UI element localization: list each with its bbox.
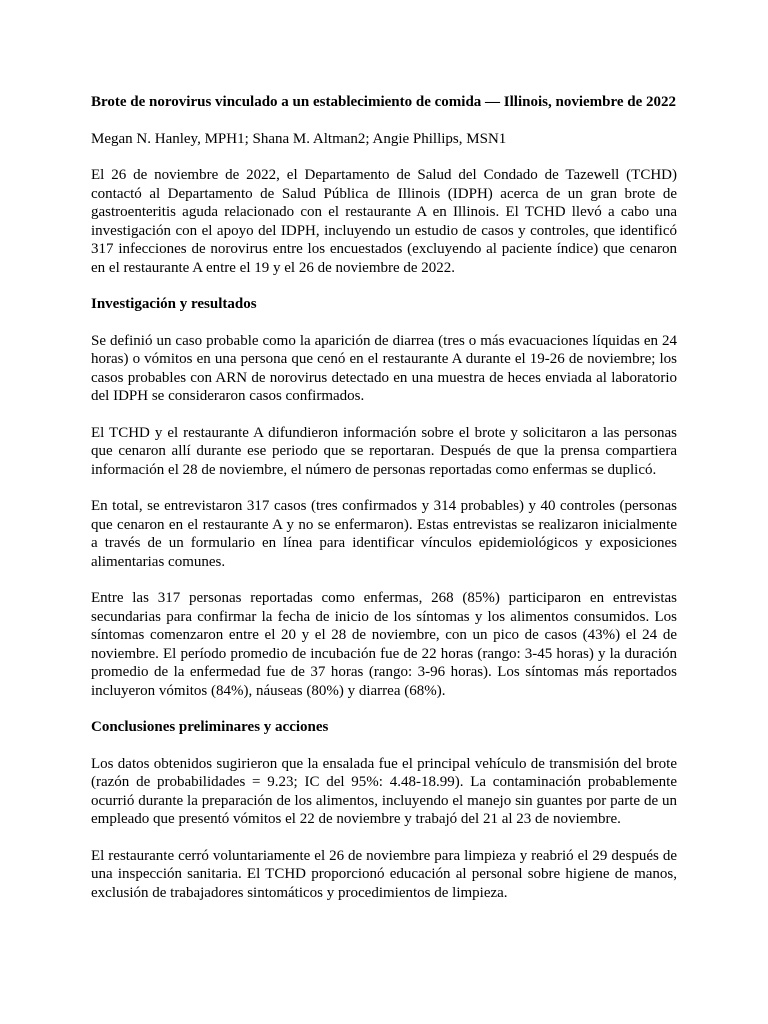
body-paragraph: Los datos obtenidos sugirieron que la ensalada fue el principal vehículo de transmisión del brote (razón de probabilidades = 9.23; IC del 95%: 4.48-18.99). La contaminación probablemente ocurrió durante la preparación de los alimentos, incluyendo el manejo sin guantes por parte de un empleado que presentó vómitos el 22 de noviembre y trabajó del 21 al 23 de noviembre.: [91, 755, 677, 827]
body-paragraph: El TCHD y el restaurante A difundieron información sobre el brote y solicitaron a las personas que cenaron allí durante ese periodo que se reportaran. Después de que la prensa compartiera información el 28 de noviembre, el número de personas reportadas como enfermas se duplicó.: [91, 424, 677, 478]
body-paragraph: El restaurante cerró voluntariamente el 26 de noviembre para limpieza y reabrió el 29 después de una inspección sanitaria. El TCHD proporcionó educación al personal sobre higiene de manos, exclusión de trabajadores sintomáticos y procedimientos de limpieza.: [91, 847, 677, 901]
document-title: Brote de norovirus vinculado a un establecimiento de comida — Illinois, noviembre de 2022: [91, 94, 677, 110]
body-paragraph: En total, se entrevistaron 317 casos (tres confirmados y 314 probables) y 40 controles (personas que cenaron en el restaurante A y no se enfermaron). Estas entrevistas se realizaron inicialmente a través de un formulario en línea para identificar vínculos epidemiológicos y exposiciones alimentarias comunes.: [91, 498, 677, 570]
body-paragraph: Entre las 317 personas reportadas como enfermas, 268 (85%) participaron en entrevistas secundarias para confirmar la fecha de inicio de los síntomas y los alimentos consumidos. Los síntomas comenzaron entre el 20 y el 28 de noviembre, con un pico de casos (43%) el 24 de noviembre. El período promedio de incubación fue de 22 horas (rango: 3-45 horas) y la duración promedio de la enfermedad fue de 37 horas (rango: 3-96 horas). Los síntomas más reportados incluyeron vómitos (84%), náuseas (80%) y diarrea (68%).: [91, 590, 677, 699]
body-paragraph: Se definió un caso probable como la aparición de diarrea (tres o más evacuaciones líquidas en 24 horas) o vómitos en una persona que cenó en el restaurante A durante el 19-26 de noviembre; los casos probables con ARN de norovirus detectado en una muestra de heces enviada al laboratorio del IDPH se consideraron casos confirmados.: [91, 332, 677, 404]
intro-paragraph: El 26 de noviembre de 2022, el Departamento de Salud del Condado de Tazewell (TCHD) contactó al Departamento de Salud Pública de Illinois (IDPH) acerca de un gran brote de gastroenteritis aguda relacionado con el restaurante A en Illinois. El TCHD llevó a cabo una investigación con el apoyo del IDPH, incluyendo un estudio de casos y controles, que identificó 317 infecciones de norovirus entre los encuestados (excluyendo al paciente índice) que cenaron en el restaurante A entre el 19 y el 26 de noviembre de 2022.: [91, 167, 677, 276]
author-list: Megan N. Hanley, MPH1; Shana M. Altman2; Angie Phillips, MSN1: [91, 130, 507, 147]
section-heading-investigation: Investigación y resultados: [91, 296, 257, 312]
section-heading-conclusions: Conclusiones preliminares y acciones: [91, 719, 329, 735]
